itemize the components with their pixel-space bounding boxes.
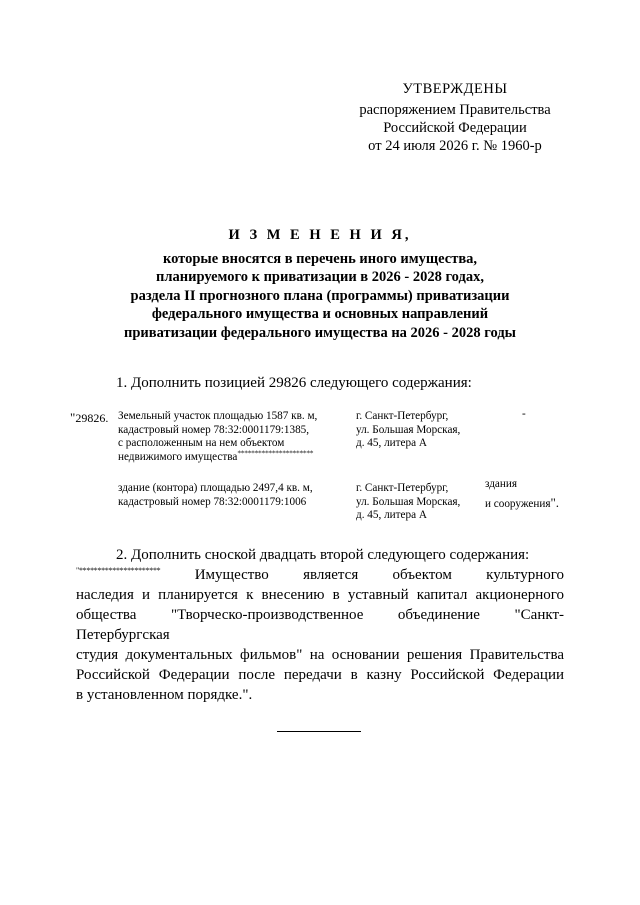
row-1-desc-line: кадастровый номер 78:32:0001179:1385, <box>118 423 310 436</box>
heading-line: федерального имущества и основных направлений <box>151 306 489 322</box>
footnote-line: наследия и планируется к внесению в уставный капитал акционерного <box>76 587 564 603</box>
row-1-purpose: - <box>522 408 526 420</box>
row-2-address-line: д. 45, литера А <box>356 509 427 521</box>
approval-line-2: Российской Федерации <box>383 120 527 136</box>
row-2-description <box>118 482 346 509</box>
position-number-value: 29826. <box>75 411 109 425</box>
row-2-desc-line: здание (контора) площадью 2497,4 кв. м, <box>118 482 313 494</box>
footnote-text <box>76 565 564 705</box>
heading-line: раздела II прогнозного плана (программы) приватизации <box>130 287 510 304</box>
footnote-mark: ********************** <box>237 447 314 457</box>
row-1-address <box>356 410 486 451</box>
row-1-address-line: г. Санкт-Петербург, <box>356 410 449 422</box>
item-1-text: 1. Дополнить позицией 29826 следующего содержания: <box>116 375 472 391</box>
item-2-text: 2. Дополнить сноской двадцать второй следующего содержания: <box>116 547 530 563</box>
row-2-purpose-line: здания <box>485 478 517 490</box>
row-2-purpose <box>485 478 570 511</box>
heading-line: которые вносятся в перечень иного имущества, <box>162 250 478 267</box>
footnote-line: Российской Федерации после передачи в казну Российской Федерации <box>76 667 564 683</box>
closing-rule <box>277 731 361 732</box>
approval-line-3: от 24 июля 2026 г. № 1960-р <box>368 138 542 154</box>
position-number <box>70 410 108 426</box>
row-1-address-line: д. 45, литера А <box>356 437 427 449</box>
approval-title: УТВЕРЖДЕНЫ <box>402 81 508 97</box>
row-1-description <box>118 410 346 464</box>
approval-line-1: распоряжением Правительства <box>359 102 551 118</box>
row-2-address-line: г. Санкт-Петербург, <box>356 482 449 494</box>
footnote-mark: "********************** <box>76 566 161 575</box>
approval-block <box>340 80 570 155</box>
footnote-line-1-text: Имущество является объектом культурного <box>194 567 564 583</box>
footnote-line: студия документальных фильмов" на основании решения Правительства <box>76 647 564 663</box>
row-1-desc-line: недвижимого имущества <box>118 450 238 463</box>
row-2-desc-line: кадастровый номер 78:32:0001179:1006 <box>118 495 307 508</box>
close-quote: ". <box>550 494 560 510</box>
open-quote: " <box>70 410 76 425</box>
heading-title: И З М Е Н Е Н И Я, <box>228 227 412 243</box>
heading-line: планируемого к приватизации в 2026 - 2028 годах, <box>156 269 484 285</box>
footnote-line-1 <box>76 565 564 585</box>
document-heading <box>60 226 580 342</box>
row-1-desc-line: Земельный участок площадью 1587 кв. м, <box>118 410 318 422</box>
footnote-line: общества "Творческо-производственное объединение "Санкт-Петербургская <box>76 607 564 643</box>
row-2-purpose-line: и сооружения <box>485 497 551 510</box>
row-1-desc-line: с расположенным на нем объектом <box>118 437 285 449</box>
row-2-address-line: ул. Большая Морская, <box>356 495 461 508</box>
row-1-address-line: ул. Большая Морская, <box>356 423 461 436</box>
footnote-line: в установленном порядке.". <box>76 687 253 703</box>
heading-line: приватизации федерального имущества на 2026 - 2028 годы <box>124 324 516 341</box>
row-2-address <box>356 482 486 523</box>
